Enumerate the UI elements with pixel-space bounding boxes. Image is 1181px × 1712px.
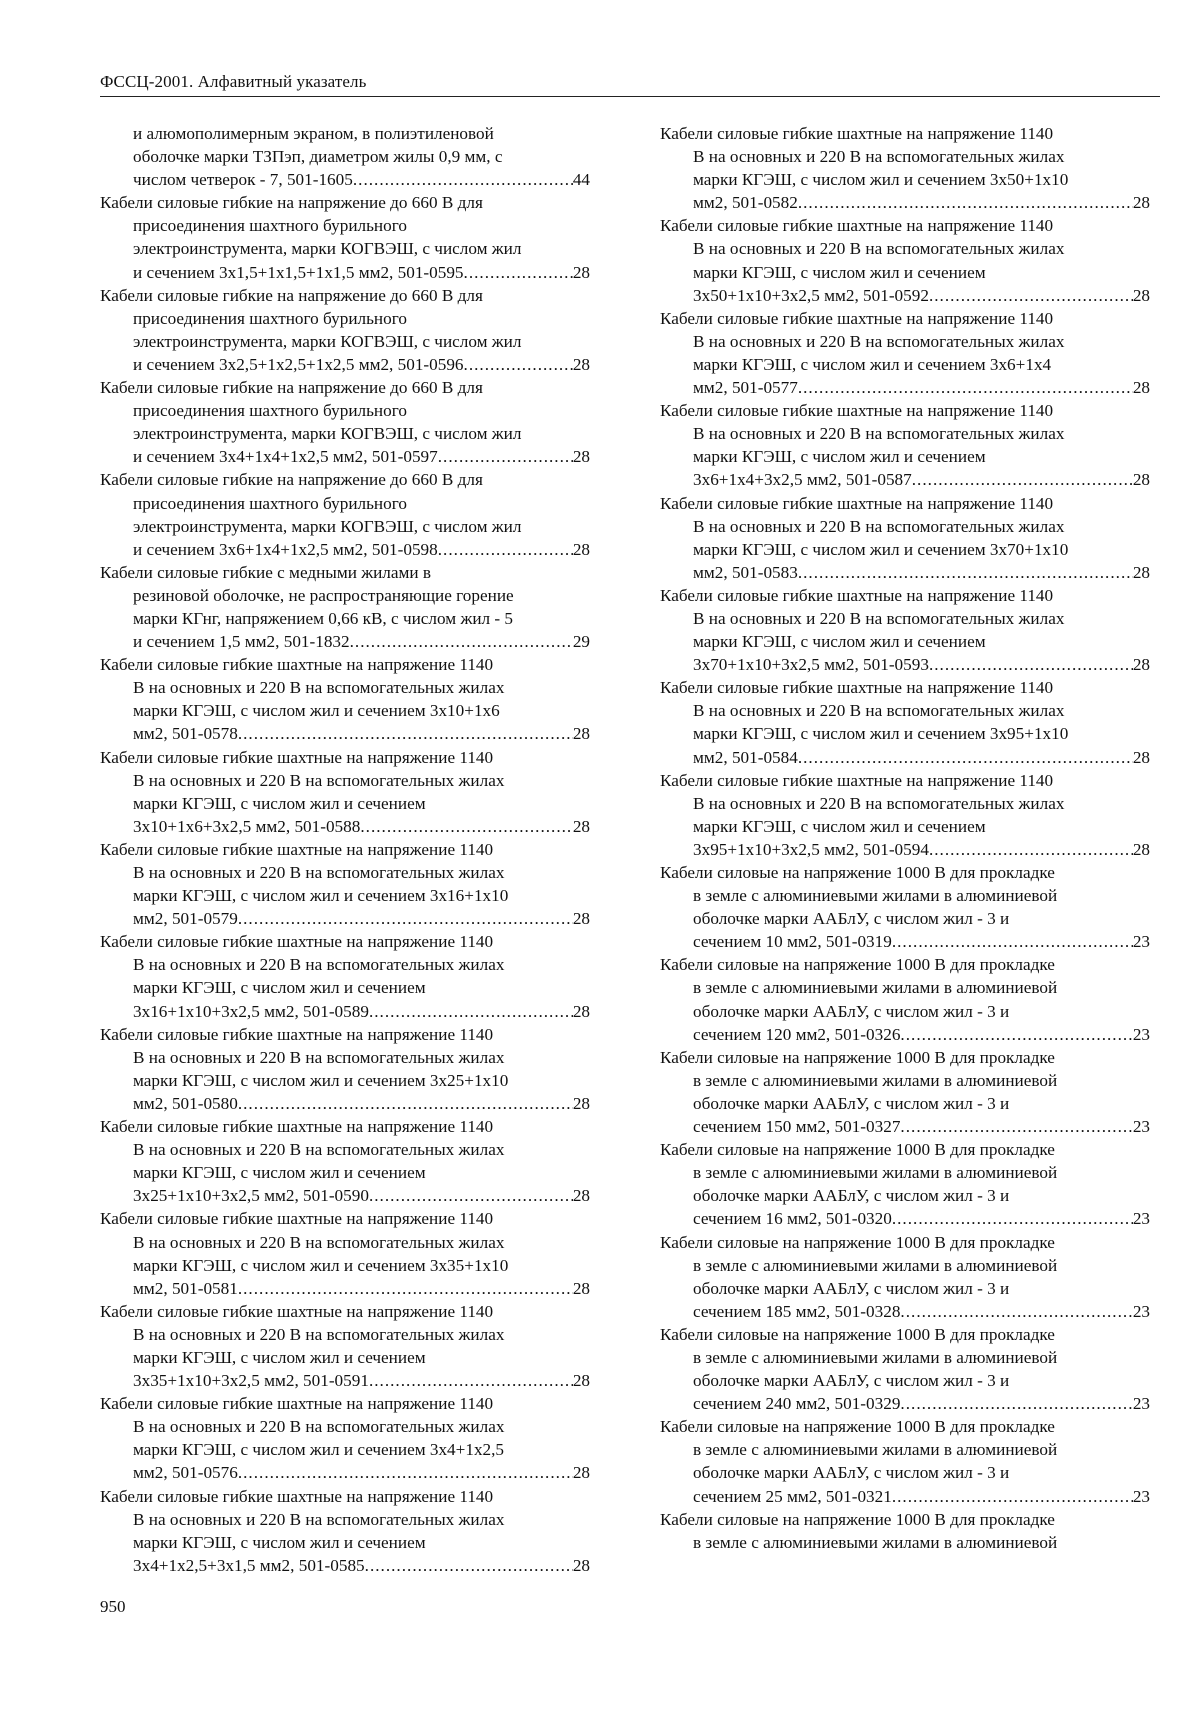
entry-line [660,838,1150,861]
entry-line: электроинструмента, марки КОГВЭШ, с числом жил [133,239,522,259]
entry-line: Кабели силовые на напряжение 1000 В для прокладке [660,955,1055,975]
index-entry [100,746,590,838]
entry-line: в земле с алюминиевыми жилами в алюминиевой [693,886,1058,906]
entry-line: Кабели силовые гибкие шахтные на напряжение 1140 [100,747,494,767]
entry-line: Кабели силовые гибкие шахтные на напряжение 1140 [660,401,1054,421]
entry-line: в земле с алюминиевыми жилами в алюминиевой [693,1070,1058,1090]
entry-text: и сечением 3х1,5+1х1,5+1х1,5 мм2, 501-0595 [133,262,464,282]
entry-page-ref: 28 [572,262,590,282]
entry-line [660,1207,1150,1230]
index-entry [100,1300,590,1392]
entry-line: оболочке марки ААБлУ, с числом жил - 3 и [693,1463,1010,1483]
entry-line: марки КГЭШ, с числом жил и сечением 3х4+1х2,5 [133,1440,505,1460]
entry-page-ref: 44 [572,170,590,190]
entry-line: В на основных и 220 В на вспомогательных жилах [693,147,1065,167]
index-column-right [660,122,1150,1554]
entry-line [660,376,1150,399]
entry-text: и сечением 3х6+1х4+1х2,5 мм2, 501-0598 [133,539,438,559]
entry-text: 3х25+1х10+3х2,5 мм2, 501-0590 [133,1186,369,1206]
entry-line: электроинструмента, марки КОГВЭШ, с числом жил [133,331,522,351]
entry-line: присоединения шахтного бурильного [133,401,407,421]
entry-line: марки КГЭШ, с числом жил и сечением 3х50+1х10 [693,170,1069,190]
index-entry [660,1046,1150,1138]
entry-page-ref: 23 [1132,1209,1150,1229]
entry-line: Кабели силовые гибкие шахтные на напряжение 1140 [100,932,494,952]
dot-leader [464,261,573,284]
index-entry [100,561,590,653]
entry-line [100,1369,590,1392]
entry-line: электроинструмента, марки КОГВЭШ, с числом жил [133,424,522,444]
entry-text: сечением 120 мм2, 501-0326 [693,1024,901,1044]
entry-line [660,653,1150,676]
index-entry [660,1508,1150,1554]
entry-line: присоединения шахтного бурильного [133,308,407,328]
entry-line: Кабели силовые на напряжение 1000 В для прокладке [660,1324,1055,1344]
entry-line [660,1300,1150,1323]
entry-line: Кабели силовые на напряжение 1000 В для прокладке [660,1509,1055,1529]
entry-page-ref: 28 [572,1278,590,1298]
entry-line [100,168,590,191]
entry-page-ref: 23 [1132,932,1150,952]
entry-line [100,1461,590,1484]
entry-line: В на основных и 220 В на вспомогательных жилах [693,701,1065,721]
entry-page-ref: 28 [572,1371,590,1391]
entry-line: марки КГЭШ, с числом жил и сечением [693,632,986,652]
entry-line: Кабели силовые на напряжение 1000 В для прокладке [660,863,1055,882]
entry-line: Кабели силовые на напряжение 1000 В для прокладке [660,1417,1055,1437]
dot-leader [438,445,573,468]
entry-line [660,1392,1150,1415]
entry-line: в земле с алюминиевыми жилами в алюминиевой [693,1532,1058,1552]
entry-page-ref: 28 [572,1463,590,1483]
dot-leader [798,746,1133,769]
entry-text: сечением 150 мм2, 501-0327 [693,1117,901,1137]
dot-leader [238,907,573,930]
index-entry [660,676,1150,768]
running-header [100,68,1160,97]
dot-leader [900,1115,1132,1138]
entry-text: 3х16+1х10+3х2,5 мм2, 501-0589 [133,1001,369,1021]
entry-line [100,815,590,838]
entry-text: 3х50+1х10+3х2,5 мм2, 501-0592 [693,285,929,305]
entry-line [100,445,590,468]
entry-line: оболочке марки ААБлУ, с числом жил - 3 и [693,1186,1010,1206]
entry-line: в земле с алюминиевыми жилами в алюминиевой [693,1347,1058,1367]
entry-line: Кабели силовые гибкие шахтные на напряжение 1140 [660,770,1054,790]
entry-line: В на основных и 220 В на вспомогательных жилах [693,331,1065,351]
entry-line: Кабели силовые гибкие шахтные на напряжение 1140 [100,839,494,859]
index-entry [660,307,1150,399]
entry-line: Кабели силовые гибкие на напряжение до 660 В для [100,378,483,398]
entry-line: В на основных и 220 В на вспомогательных жилах [133,770,505,790]
index-entry [100,122,590,191]
index-entry [660,1415,1150,1507]
entry-page-ref: 28 [1132,378,1150,398]
entry-page-ref: 28 [572,1093,590,1113]
entry-line: Кабели силовые гибкие шахтные на напряжение 1140 [100,655,494,675]
entry-page-ref: 28 [1132,655,1150,675]
entry-line: и алюмополимерным экраном, в полиэтиленовой [133,124,494,143]
index-entry [660,953,1150,1045]
entry-text: 3х35+1х10+3х2,5 мм2, 501-0591 [133,1371,369,1391]
dot-leader [900,1023,1132,1046]
entry-text: сечением 16 мм2, 501-0320 [693,1209,892,1229]
entry-page-ref: 28 [572,354,590,374]
entry-line: В на основных и 220 В на вспомогательных жилах [133,1324,505,1344]
entry-line: присоединения шахтного бурильного [133,493,407,513]
index-entry [660,1323,1150,1415]
entry-text: мм2, 501-0576 [133,1463,238,1483]
index-entry [100,930,590,1022]
dot-leader [798,191,1133,214]
entry-line: электроинструмента, марки КОГВЭШ, с числом жил [133,516,522,536]
entry-line: В на основных и 220 В на вспомогательных жилах [693,793,1065,813]
entry-line: оболочке марки ААБлУ, с числом жил - 3 и [693,1093,1010,1113]
entry-line [660,284,1150,307]
entry-line: Кабели силовые гибкие шахтные на напряжение 1140 [660,124,1054,143]
entry-line [100,722,590,745]
entry-page-ref: 28 [1132,747,1150,767]
entry-line: марки КГЭШ, с числом жил и сечением [693,447,986,467]
entry-page-ref: 28 [1132,193,1150,213]
dot-leader [438,538,573,561]
entry-line: Кабели силовые гибкие шахтные на напряжение 1140 [660,308,1054,328]
index-entry [660,769,1150,861]
entry-line: марки КГЭШ, с числом жил и сечением 3х10+1х6 [133,701,500,721]
entry-page-ref: 28 [1132,285,1150,305]
entry-page-ref: 23 [1132,1117,1150,1137]
dot-leader [369,1000,573,1023]
entry-page-ref: 23 [1132,1024,1150,1044]
entry-line: В на основных и 220 В на вспомогательных жилах [133,955,505,975]
index-entry [100,191,590,283]
index-entry [100,468,590,560]
entry-page-ref: 28 [572,1555,590,1575]
entry-text: 3х70+1х10+3х2,5 мм2, 501-0593 [693,655,929,675]
dot-leader [929,284,1133,307]
entry-line: Кабели силовые гибкие шахтные на напряжение 1140 [100,1394,494,1414]
entry-line: Кабели силовые гибкие шахтные на напряжение 1140 [100,1024,494,1044]
index-entry [100,653,590,745]
dot-leader [238,1092,573,1115]
entry-line: в земле с алюминиевыми жилами в алюминиевой [693,1255,1058,1275]
dot-leader [900,1300,1132,1323]
index-entry [100,838,590,930]
entry-line: марки КГЭШ, с числом жил и сечением 3х6+1х4 [693,354,1052,374]
index-entry [100,1392,590,1484]
entry-line [100,1184,590,1207]
page-number: 950 [100,1597,126,1616]
entry-page-ref: 28 [572,724,590,744]
entry-line: Кабели силовые гибкие шахтные на напряжение 1140 [660,585,1054,605]
dot-leader [369,1369,573,1392]
entry-line [660,1485,1150,1508]
entry-line [100,907,590,930]
entry-line [100,1277,590,1300]
entry-line: В на основных и 220 В на вспомогательных жилах [693,424,1065,444]
entry-line: оболочке марки ААБлУ, с числом жил - 3 и [693,909,1010,929]
entry-line: В на основных и 220 В на вспомогательных жилах [693,516,1065,536]
dot-leader [929,838,1133,861]
index-entry [660,122,1150,214]
index-entry [100,1207,590,1299]
index-entry [100,284,590,376]
entry-line: В на основных и 220 В на вспомогательных жилах [133,1417,505,1437]
index-entry [660,492,1150,584]
dot-leader [798,376,1133,399]
entry-text: мм2, 501-0582 [693,193,798,213]
entry-line: марки КГЭШ, с числом жил и сечением 3х25+1х10 [133,1070,509,1090]
entry-line: присоединения шахтного бурильного [133,216,407,236]
entry-text: 3х10+1х6+3х2,5 мм2, 501-0588 [133,816,361,836]
entry-text: и сечением 3х2,5+1х2,5+1х2,5 мм2, 501-0596 [133,354,464,374]
index-entry [660,399,1150,491]
index-entry [660,861,1150,953]
entry-line: Кабели силовые гибкие шахтные на напряжение 1140 [660,493,1054,513]
entry-page-ref: 29 [572,632,590,652]
entry-page-ref: 23 [1132,1394,1150,1414]
entry-line: В на основных и 220 В на вспомогательных жилах [133,1140,505,1160]
dot-leader [238,1277,573,1300]
dot-leader [464,353,573,376]
entry-text: сечением 10 мм2, 501-0319 [693,932,892,952]
entry-line: Кабели силовые гибкие на напряжение до 660 В для [100,193,483,213]
index-entry [660,1231,1150,1323]
entry-line: В на основных и 220 В на вспомогательных жилах [693,239,1065,259]
entry-line: в земле с алюминиевыми жилами в алюминиевой [693,1440,1058,1460]
entry-line: в земле с алюминиевыми жилами в алюминиевой [693,978,1058,998]
entry-line: В на основных и 220 В на вспомогательных жилах [133,1232,505,1252]
entry-text: мм2, 501-0580 [133,1093,238,1113]
dot-leader [900,1392,1132,1415]
entry-line: резиновой оболочке, не распространяющие горение [133,585,514,605]
entry-line [660,1023,1150,1046]
entry-line [660,746,1150,769]
entry-text: мм2, 501-0584 [693,747,798,767]
entry-text: сечением 240 мм2, 501-0329 [693,1394,901,1414]
entry-line: марки КГЭШ, с числом жил и сечением [133,978,426,998]
entry-page-ref: 28 [572,816,590,836]
entry-page-ref: 28 [1132,562,1150,582]
dot-leader [369,1184,573,1207]
entry-line: В на основных и 220 В на вспомогательных жилах [693,608,1065,628]
entry-line: Кабели силовые гибкие шахтные на напряжение 1140 [660,216,1054,236]
entry-text: мм2, 501-0577 [693,378,798,398]
entry-line [660,930,1150,953]
header-title: ФССЦ-2001. Алфавитный указатель [100,72,367,91]
entry-page-ref: 28 [572,447,590,467]
entry-line: марки КГнг, напряжением 0,66 кВ, с числом жил - 5 [133,608,514,628]
entry-line [100,1554,590,1577]
index-column-left [100,122,590,1577]
entry-page-ref: 28 [572,909,590,929]
entry-line: Кабели силовые гибкие шахтные на напряжение 1140 [100,1209,494,1229]
dot-leader [892,930,1133,953]
entry-line: оболочке марки ААБлУ, с числом жил - 3 и [693,1371,1010,1391]
entry-text: и сечением 3х4+1х4+1х2,5 мм2, 501-0597 [133,447,438,467]
entry-page-ref: 28 [1132,839,1150,859]
entry-line: Кабели силовые гибкие шахтные на напряжение 1140 [100,1301,494,1321]
dot-leader [892,1485,1133,1508]
dot-leader [912,468,1133,491]
entry-text: сечением 185 мм2, 501-0328 [693,1301,901,1321]
entry-line: Кабели силовые на напряжение 1000 В для прокладке [660,1232,1055,1252]
entry-line [100,538,590,561]
dot-leader [360,815,572,838]
dot-leader [892,1207,1133,1230]
entry-line [100,630,590,653]
entry-line: марки КГЭШ, с числом жил и сечением [133,793,426,813]
dot-leader [798,561,1133,584]
entry-line [660,468,1150,491]
entry-text: мм2, 501-0581 [133,1278,238,1298]
entry-line: Кабели силовые гибкие на напряжение до 660 В для [100,470,483,490]
entry-page-ref: 23 [1132,1301,1150,1321]
entry-line: марки КГЭШ, с числом жил и сечением 3х95+1х10 [693,724,1069,744]
entry-line: марки КГЭШ, с числом жил и сечением [693,816,986,836]
entry-line: оболочке марки ААБлУ, с числом жил - 3 и [693,1001,1010,1021]
index-entry [660,214,1150,306]
entry-line: Кабели силовые гибкие с медными жилами в [100,562,431,582]
entry-text: числом четверок - 7, 501-1605 [133,170,353,190]
entry-line [100,1000,590,1023]
dot-leader [365,1554,573,1577]
index-entry [100,376,590,468]
entry-line: в земле с алюминиевыми жилами в алюминиевой [693,1163,1058,1183]
dot-leader [929,653,1133,676]
entry-line: Кабели силовые гибкие шахтные на напряжение 1140 [660,678,1054,698]
entry-line: В на основных и 220 В на вспомогательных жилах [133,863,505,882]
entry-line [660,561,1150,584]
dot-leader [238,722,573,745]
entry-line: марки КГЭШ, с числом жил и сечением [133,1163,426,1183]
entry-line: марки КГЭШ, с числом жил и сечением 3х70+1х10 [693,539,1069,559]
entry-text: мм2, 501-0579 [133,909,238,929]
index-entry [100,1485,590,1577]
entry-line: Кабели силовые на напряжение 1000 В для прокладке [660,1140,1055,1160]
entry-line: марки КГЭШ, с числом жил и сечением [693,262,986,282]
dot-leader [353,168,573,191]
entry-line: В на основных и 220 В на вспомогательных жилах [133,1047,505,1067]
entry-line [660,1115,1150,1138]
index-entry [660,1138,1150,1230]
entry-page-ref: 28 [1132,470,1150,490]
entry-line [100,353,590,376]
entry-line: марки КГЭШ, с числом жил и сечением [133,1347,426,1367]
entry-text: 3х95+1х10+3х2,5 мм2, 501-0594 [693,839,929,859]
entry-line [100,261,590,284]
entry-page-ref: 28 [572,1001,590,1021]
entry-page-ref: 28 [572,539,590,559]
entry-line: В на основных и 220 В на вспомогательных жилах [133,678,505,698]
index-entry [100,1023,590,1115]
entry-line: марки КГЭШ, с числом жил и сечением 3х35+1х10 [133,1255,509,1275]
entry-text: сечением 25 мм2, 501-0321 [693,1486,892,1506]
entry-line: марки КГЭШ, с числом жил и сечением [133,1532,426,1552]
entry-text: и сечением 1,5 мм2, 501-1832 [133,632,350,652]
index-entry [660,584,1150,676]
entry-line [100,1092,590,1115]
entry-text: мм2, 501-0578 [133,724,238,744]
entry-line [660,191,1150,214]
entry-line: оболочке марки ТЗПэп, диаметром жилы 0,9 мм, с [133,147,503,167]
entry-line: марки КГЭШ, с числом жил и сечением 3х16+1х10 [133,886,509,906]
dot-leader [350,630,573,653]
entry-page-ref: 23 [1132,1486,1150,1506]
entry-line: Кабели силовые на напряжение 1000 В для прокладке [660,1047,1055,1067]
dot-leader [238,1461,573,1484]
entry-page-ref: 28 [572,1186,590,1206]
entry-line: оболочке марки ААБлУ, с числом жил - 3 и [693,1278,1010,1298]
index-entry [100,1115,590,1207]
entry-text: мм2, 501-0583 [693,562,798,582]
entry-text: 3х6+1х4+3х2,5 мм2, 501-0587 [693,470,912,490]
entry-text: 3х4+1х2,5+3х1,5 мм2, 501-0585 [133,1555,365,1575]
entry-line: Кабели силовые гибкие шахтные на напряжение 1140 [100,1486,494,1506]
entry-line: В на основных и 220 В на вспомогательных жилах [133,1509,505,1529]
entry-line: Кабели силовые гибкие шахтные на напряжение 1140 [100,1117,494,1137]
entry-line: Кабели силовые гибкие на напряжение до 660 В для [100,285,483,305]
